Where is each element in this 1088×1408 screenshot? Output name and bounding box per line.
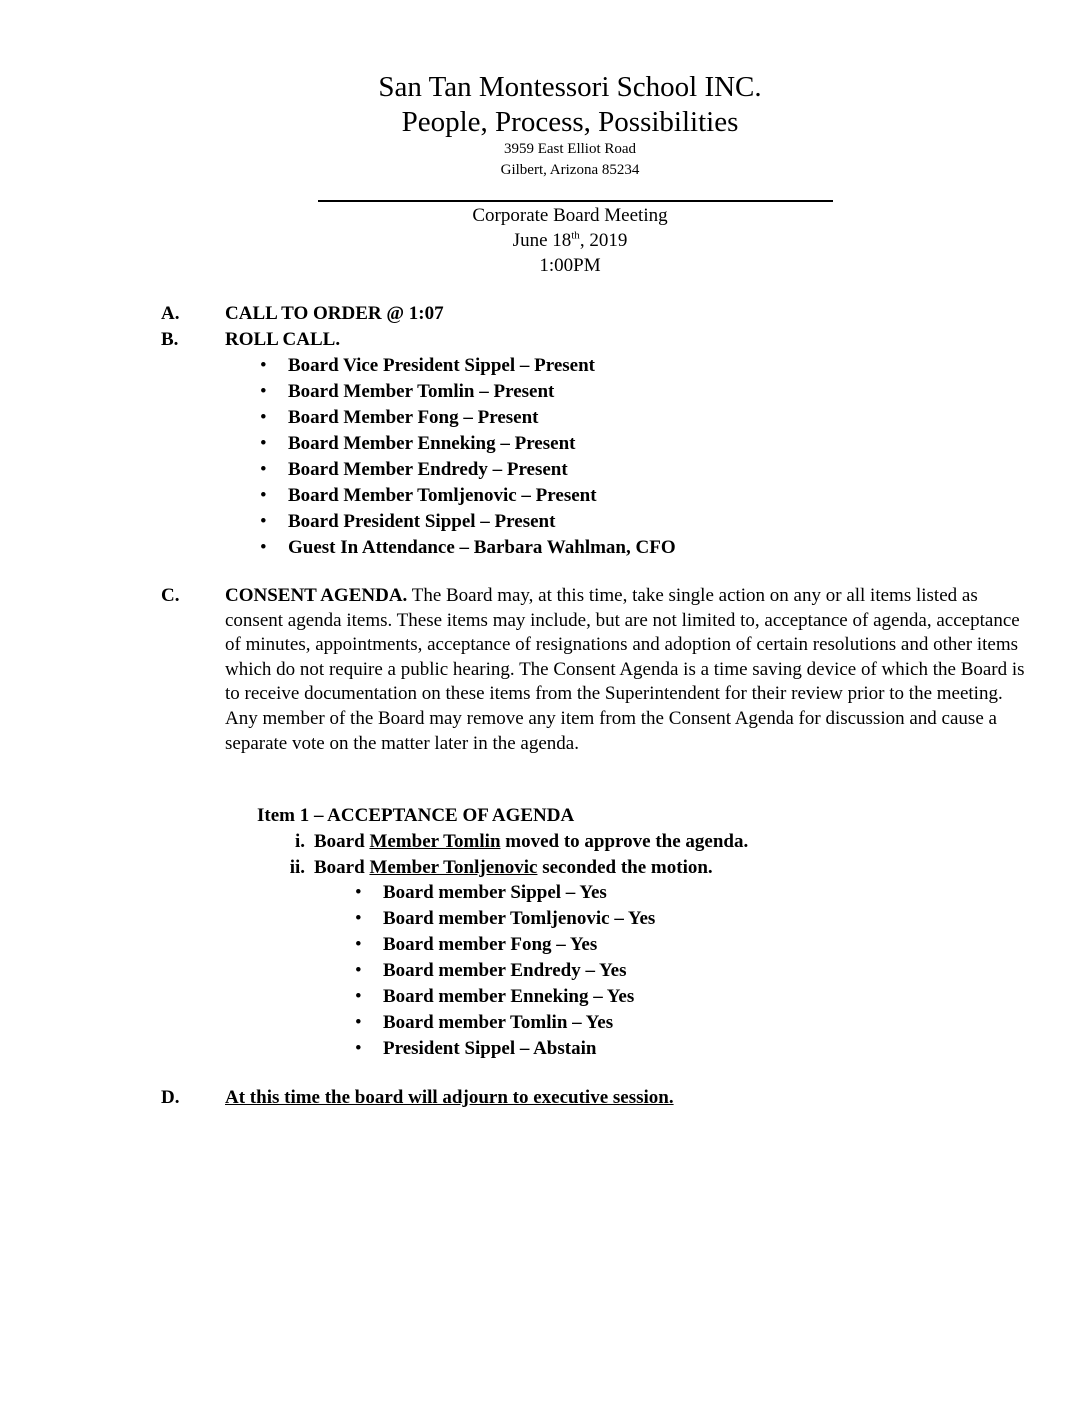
section-c-heading: CONSENT AGENDA. (225, 585, 408, 606)
motion-number: i. (294, 831, 305, 852)
address-line-2: Gilbert, Arizona 85234 (500, 162, 640, 178)
bullet-icon: • (260, 537, 267, 558)
bullet-icon: • (355, 986, 362, 1007)
second-number: ii. (289, 857, 305, 878)
attendee-text: Board Member Endredy – Present (288, 459, 568, 480)
second-post: seconded the motion. (537, 857, 713, 878)
bullet-icon: • (260, 381, 267, 402)
meeting-time: 1:00PM (539, 255, 601, 276)
section-c-letter: C. (161, 585, 180, 606)
second-text (314, 857, 713, 879)
meeting-title: Corporate Board Meeting (472, 205, 668, 226)
section-d-heading-text: At this time the board will adjourn to executive session. (225, 1087, 674, 1108)
section-d-letter: D. (161, 1087, 180, 1108)
section-d-heading (225, 1087, 674, 1109)
vote-text: President Sippel – Abstain (383, 1038, 597, 1059)
meeting-date-suffix: th (571, 229, 580, 242)
section-b-letter: B. (161, 329, 179, 350)
bullet-icon: • (260, 459, 267, 480)
school-motto: People, Process, Possibilities (401, 106, 739, 138)
motion-text (314, 831, 748, 853)
section-a-letter: A. (161, 303, 180, 324)
attendee-text: Board President Sippel – Present (288, 511, 556, 532)
motion-member-name: Member Tomlin (369, 831, 501, 852)
consent-agenda-paragraph (225, 584, 1025, 756)
school-name: San Tan Montessori School INC. (378, 71, 762, 103)
meeting-date-year: , 2019 (579, 230, 628, 251)
vote-text: Board member Tomljenovic – Yes (383, 908, 656, 929)
item-1-heading: Item 1 – ACCEPTANCE OF AGENDA (257, 805, 575, 826)
attendee-text: Board Member Enneking – Present (288, 433, 576, 454)
address-line-1: 3959 East Elliot Road (503, 141, 637, 157)
vote-text: Board member Tomlin – Yes (383, 1012, 614, 1033)
bullet-icon: • (260, 511, 267, 532)
motion-pre: Board (314, 831, 370, 852)
header-divider (318, 200, 833, 202)
attendee-text: Board Vice President Sippel – Present (288, 355, 595, 376)
bullet-icon: • (355, 1012, 362, 1033)
attendee-text: Board Member Fong – Present (288, 407, 539, 428)
bullet-icon: • (260, 355, 267, 376)
consent-agenda-body: The Board may, at this time, take single action on any or all items listed as consent agenda items. These items may include, but are not limited to, acceptance of agenda, acceptance of minutes, appointments, acceptance of resignations and adoption of certain resolutions and other items which do not require a public hearing. The Consent Agenda is a time saving device of which the Board is to receive documentation on these items from the Superintendent for their review prior to the meeting. Any member of the Board may remove any item from the Consent Agenda for discussion and cause a separate vote on the matter later in the agenda. (225, 585, 1025, 754)
section-a-heading: CALL TO ORDER @ 1:07 (225, 303, 444, 324)
bullet-icon: • (355, 960, 362, 981)
bullet-icon: • (260, 485, 267, 506)
vote-text: Board member Enneking – Yes (383, 986, 635, 1007)
attendee-text: Board Member Tomlin – Present (288, 381, 555, 402)
bullet-icon: • (260, 433, 267, 454)
second-pre: Board (314, 857, 370, 878)
attendee-text: Guest In Attendance – Barbara Wahlman, CFO (288, 537, 676, 558)
attendee-text: Board Member Tomljenovic – Present (288, 485, 597, 506)
meeting-date-day: June 18 (512, 230, 572, 251)
bullet-icon: • (355, 934, 362, 955)
bullet-icon: • (355, 908, 362, 929)
vote-text: Board member Sippel – Yes (383, 882, 607, 903)
bullet-icon: • (355, 1038, 362, 1059)
vote-text: Board member Endredy – Yes (383, 960, 627, 981)
motion-post: moved to approve the agenda. (500, 831, 749, 852)
second-member-name: Member Tonljenovic (369, 857, 538, 878)
section-b-heading: ROLL CALL. (225, 329, 341, 350)
bullet-icon: • (355, 882, 362, 903)
meeting-date (0, 230, 1088, 252)
bullet-icon: • (260, 407, 267, 428)
vote-text: Board member Fong – Yes (383, 934, 598, 955)
